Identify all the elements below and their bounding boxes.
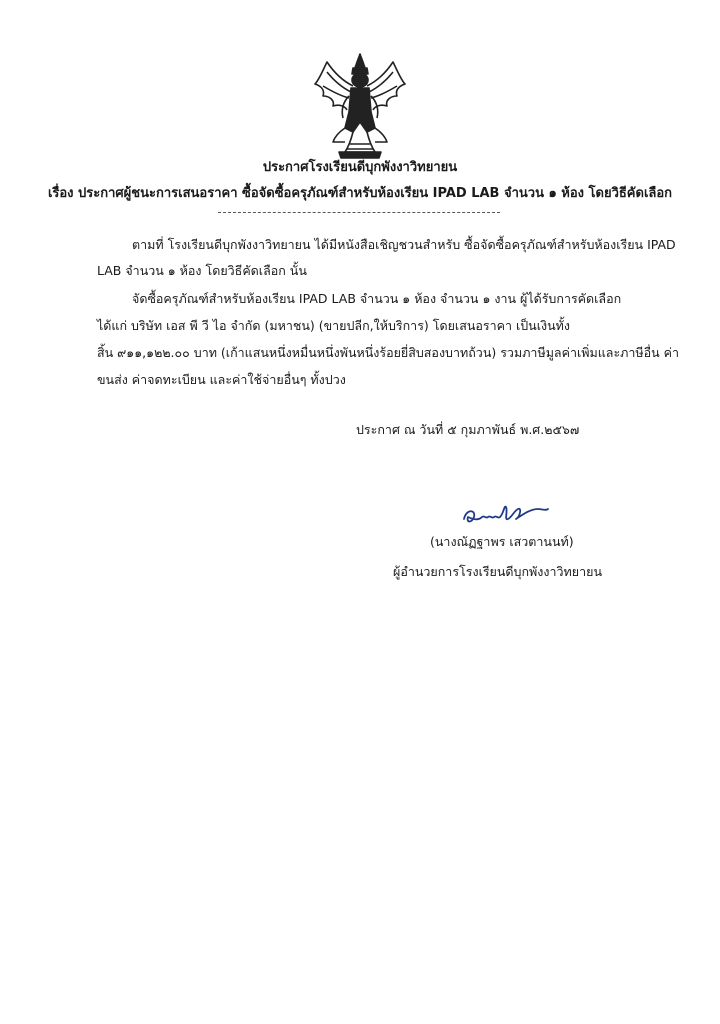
para2-line4: ขนส่ง ค่าจดทะเบียน และค่าใช้จ่ายอื่นๆ ทั้งปวง — [97, 372, 346, 387]
handwritten-signature — [460, 501, 552, 531]
signatory-position: ผู้อำนวยการโรงเรียนดีบุกพังงาวิทยายน — [393, 564, 602, 579]
signatory-name: (นางณัฏฐาพร เสวตานนท์) — [430, 534, 574, 549]
para2-line2: ได้แก่ บริษัท เอส พี วี ไอ จำกัด (มหาชน) (ขายปลีก,ให้บริการ) โดยเสนอราคา เป็นเงินทั้ง — [97, 318, 570, 333]
para1-line2: LAB จำนวน ๑ ห้อง โดยวิธีคัดเลือก นั้น — [97, 263, 307, 278]
document-title: ประกาศโรงเรียนดีบุกพังงาวิทยายน — [262, 160, 458, 175]
para2-line3: สิ้น ๙๑๑,๑๒๒.๐๐ บาท (เก้าแสนหนึ่งหมื่นหนึ่งพันหนึ่งร้อยยี่สิบสองบาทถ้วน) รวมภาษีมูลค่าเพิ่มและภาษีอื่น ค่า — [97, 345, 680, 360]
document-subject: เรื่อง ประกาศผู้ชนะการเสนอราคา ซื้อจัดซื้อครุภัณฑ์สำหรับห้องเรียน IPAD LAB จำนวน ๑ ห้อง โดยวิธีคัดเลือก — [47, 186, 673, 201]
announce-date: ประกาศ ณ วันที่ ๕ กุมภาพันธ์ พ.ศ.๒๕๖๗ — [356, 422, 580, 437]
para1-line1: ตามที่ โรงเรียนดีบุกพังงาวิทยายน ได้มีหนังสือเชิญชวนสำหรับ ซื้อจัดซื้อครุภัณฑ์สำหรับห้องเรียน IPAD — [132, 237, 676, 252]
title-divider — [218, 212, 500, 213]
garuda-emblem-icon — [305, 52, 415, 160]
para2-line1: จัดซื้อครุภัณฑ์สำหรับห้องเรียน IPAD LAB จำนวน ๑ ห้อง จำนวน ๑ งาน ผู้ได้รับการคัดเลือก — [132, 291, 622, 306]
